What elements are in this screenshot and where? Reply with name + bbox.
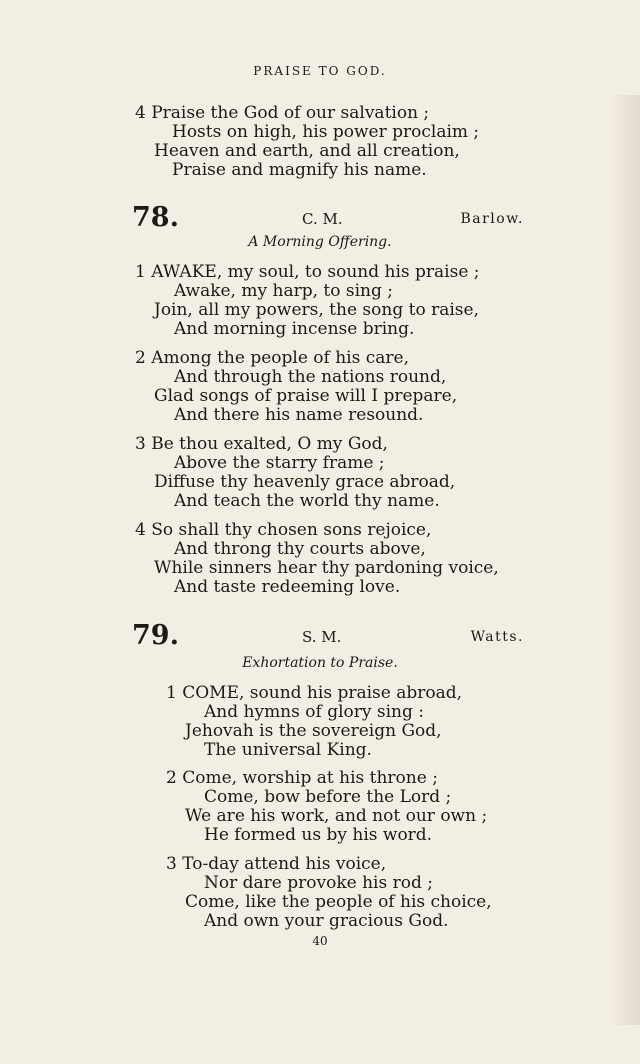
hymn-78-stanza-4 bbox=[135, 521, 499, 597]
hymn-78-title: A Morning Offering. bbox=[248, 234, 392, 250]
verse-line: Praise and magnify his name. bbox=[172, 160, 427, 180]
verse-line: Diffuse thy heavenly grace abroad, bbox=[154, 472, 456, 492]
hymn-79-header bbox=[132, 620, 524, 650]
running-head: PRAISE TO GOD. bbox=[253, 64, 387, 78]
hymn-composer: Watts. bbox=[470, 629, 524, 645]
verse-line: 3 To-day attend his voice, bbox=[166, 854, 387, 874]
verse-line: 3 Be thou exalted, O my God, bbox=[135, 434, 388, 454]
hymn-78-stanza-1 bbox=[135, 263, 480, 339]
hymn-meter: C. M. bbox=[302, 210, 343, 228]
verse-line: Join, all my powers, the song to raise, bbox=[154, 300, 479, 320]
verse-line: We are his work, and not our own ; bbox=[185, 806, 488, 826]
verse-line: Heaven and earth, and all creation, bbox=[154, 141, 460, 161]
verse-line: Jehovah is the sovereign God, bbox=[185, 721, 442, 741]
hymn-79-stanza-3 bbox=[166, 855, 492, 931]
verse-line: Nor dare provoke his rod ; bbox=[204, 873, 433, 893]
verse-line: Come, like the people of his choice, bbox=[185, 892, 492, 912]
verse-line: 2 Come, worship at his throne ; bbox=[166, 768, 438, 788]
verse-line: Awake, my harp, to sing ; bbox=[174, 281, 393, 301]
verse-line: He formed us by his word. bbox=[204, 825, 433, 845]
verse-line: And hymns of glory sing : bbox=[204, 702, 425, 722]
hymn-composer: Barlow. bbox=[460, 211, 524, 227]
verse-line: 2 Among the people of his care, bbox=[135, 348, 409, 368]
hymn-78-stanza-3 bbox=[135, 435, 455, 511]
verse-line: 4 Praise the God of our salvation ; bbox=[135, 103, 430, 123]
verse-line: 1 AWAKE, my soul, to sound his praise ; bbox=[135, 262, 480, 282]
verse-line: While sinners hear thy pardoning voice, bbox=[154, 558, 499, 578]
verse-line: And own your gracious God. bbox=[204, 911, 449, 931]
verse-line: Hosts on high, his power proclaim ; bbox=[172, 122, 480, 142]
hymn-79-stanza-2 bbox=[166, 769, 487, 845]
stanza-continued bbox=[135, 104, 479, 180]
verse-line: Come, bow before the Lord ; bbox=[204, 787, 452, 807]
hymn-79-stanza-1 bbox=[166, 684, 462, 760]
hymn-number: 78. bbox=[132, 202, 179, 233]
verse-line: 1 COME, sound his praise abroad, bbox=[166, 683, 463, 703]
verse-line: And teach the world thy name. bbox=[174, 491, 440, 511]
verse-line: Above the starry frame ; bbox=[174, 453, 385, 473]
verse-line: And there his name resound. bbox=[174, 405, 424, 425]
verse-line: Glad songs of praise will I prepare, bbox=[154, 386, 458, 406]
verse-line: 4 So shall thy chosen sons rejoice, bbox=[135, 520, 432, 540]
verse-line: And through the nations round, bbox=[174, 367, 447, 387]
hymn-78-stanza-2 bbox=[135, 349, 457, 425]
page-number: 40 bbox=[312, 934, 328, 948]
verse-line: And taste redeeming love. bbox=[174, 577, 401, 597]
verse-line: The universal King. bbox=[204, 740, 372, 760]
hymn-78-header bbox=[132, 202, 524, 232]
hymn-meter: S. M. bbox=[302, 628, 342, 646]
hymn-79-title: Exhortation to Praise. bbox=[242, 655, 398, 671]
hymn-number: 79. bbox=[132, 620, 179, 651]
verse-line: And throng thy courts above, bbox=[174, 539, 426, 559]
verse-line: And morning incense bring. bbox=[174, 319, 415, 339]
